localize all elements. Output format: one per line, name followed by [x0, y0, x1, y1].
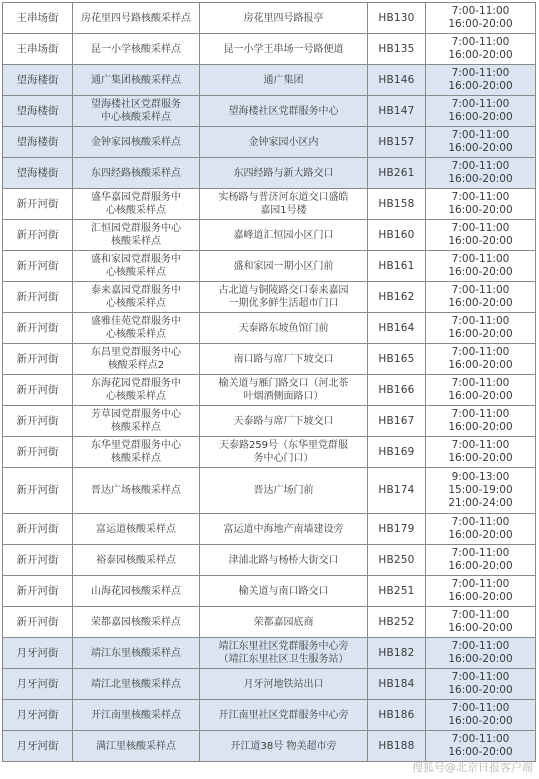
site-code-cell: HB157 [368, 127, 426, 158]
site-name-cell: 富运道核酸采样点 [73, 514, 200, 545]
hours-cell: 7:00-11:00 16:00-20:00 [426, 65, 536, 96]
street-cell: 新开河街 [3, 607, 73, 638]
address-cell: 月牙河地铁站出口 [200, 669, 368, 700]
hours-cell: 7:00-11:00 16:00-20:00 [426, 607, 536, 638]
street-cell: 望海楼街 [3, 127, 73, 158]
address-cell: 天泰路与席厂下坡交口 [200, 406, 368, 437]
street-cell: 月牙河街 [3, 700, 73, 731]
hours-cell: 7:00-11:00 16:00-20:00 [426, 375, 536, 406]
site-name-cell: 盛华嘉园党群服务中 心核酸采样点 [73, 189, 200, 220]
street-cell: 新开河街 [3, 406, 73, 437]
address-cell: 榆关道与南口路交口 [200, 576, 368, 607]
table-row [3, 545, 536, 576]
hours-cell: 7:00-11:00 16:00-20:00 [426, 158, 536, 189]
hours-cell: 7:00-11:00 16:00-20:00 [426, 220, 536, 251]
street-cell: 新开河街 [3, 313, 73, 344]
site-code-cell: HB167 [368, 406, 426, 437]
address-cell: 古北道与铜陵路交口泰来嘉园 一期优多鲜生活超市门口 [200, 282, 368, 313]
street-cell: 新开河街 [3, 220, 73, 251]
site-code-cell: HB252 [368, 607, 426, 638]
table-row [3, 638, 536, 669]
table-row [3, 514, 536, 545]
hours-cell: 7:00-11:00 16:00-20:00 [426, 700, 536, 731]
table-row [3, 344, 536, 375]
site-code-cell: HB161 [368, 251, 426, 282]
table-row [3, 158, 536, 189]
address-cell: 开江南里社区党群服务中心旁 [200, 700, 368, 731]
sampling-sites-table [2, 2, 536, 762]
hours-cell: 7:00-11:00 16:00-20:00 [426, 127, 536, 158]
site-name-cell: 晋达广场核酸采样点 [73, 468, 200, 514]
site-name-cell: 靖江北里核酸采样点 [73, 669, 200, 700]
street-cell: 新开河街 [3, 282, 73, 313]
table-row [3, 34, 536, 65]
address-cell: 荣都嘉园底商 [200, 607, 368, 638]
street-cell: 新开河街 [3, 576, 73, 607]
site-name-cell: 开江南里核酸采样点 [73, 700, 200, 731]
site-name-cell: 昆一小学核酸采样点 [73, 34, 200, 65]
site-name-cell: 东四经路核酸采样点 [73, 158, 200, 189]
site-code-cell: HB184 [368, 669, 426, 700]
table-row [3, 700, 536, 731]
table-body [3, 3, 536, 762]
table-row [3, 313, 536, 344]
site-code-cell: HB182 [368, 638, 426, 669]
site-name-cell: 东昌里党群服务中心 核酸采样点2 [73, 344, 200, 375]
street-cell: 新开河街 [3, 375, 73, 406]
table-row [3, 576, 536, 607]
street-cell: 望海楼街 [3, 158, 73, 189]
address-cell: 盛和家园一期小区门前 [200, 251, 368, 282]
hours-cell: 7:00-11:00 16:00-20:00 [426, 344, 536, 375]
site-code-cell: HB174 [368, 468, 426, 514]
site-code-cell: HB251 [368, 576, 426, 607]
table-row [3, 406, 536, 437]
address-cell: 望海楼社区党群服务中心 [200, 96, 368, 127]
address-cell: 嘉峰道汇恒园小区门口 [200, 220, 368, 251]
site-code-cell: HB158 [368, 189, 426, 220]
site-code-cell: HB164 [368, 313, 426, 344]
hours-cell: 7:00-11:00 16:00-20:00 [426, 34, 536, 65]
site-code-cell: HB261 [368, 158, 426, 189]
street-cell: 新开河街 [3, 437, 73, 468]
hours-cell: 7:00-11:00 16:00-20:00 [426, 96, 536, 127]
address-cell: 开江道38号 物美超市旁 [200, 731, 368, 762]
site-name-cell: 通广集团核酸采样点 [73, 65, 200, 96]
hours-cell: 7:00-11:00 16:00-20:00 [426, 638, 536, 669]
hours-cell: 7:00-11:00 16:00-20:00 [426, 669, 536, 700]
street-cell: 月牙河街 [3, 731, 73, 762]
table-row [3, 65, 536, 96]
hours-cell: 7:00-11:00 16:00-20:00 [426, 282, 536, 313]
hours-cell: 7:00-11:00 16:00-20:00 [426, 189, 536, 220]
site-name-cell: 金钟家园核酸采样点 [73, 127, 200, 158]
site-code-cell: HB250 [368, 545, 426, 576]
site-name-cell: 荣都嘉园核酸采样点 [73, 607, 200, 638]
street-cell: 月牙河街 [3, 638, 73, 669]
table-row [3, 669, 536, 700]
table-row [3, 282, 536, 313]
site-code-cell: HB186 [368, 700, 426, 731]
site-name-cell: 盛和家园党群服务中 心核酸采样点 [73, 251, 200, 282]
site-code-cell: HB169 [368, 437, 426, 468]
hours-cell: 7:00-11:00 16:00-20:00 [426, 3, 536, 34]
site-code-cell: HB147 [368, 96, 426, 127]
hours-cell: 7:00-11:00 16:00-20:00 [426, 313, 536, 344]
site-code-cell: HB179 [368, 514, 426, 545]
street-cell: 新开河街 [3, 189, 73, 220]
table-row [3, 220, 536, 251]
site-code-cell: HB166 [368, 375, 426, 406]
table-row [3, 607, 536, 638]
address-cell: 靖江东里社区党群服务中心旁 （靖江东里社区卫生服务站） [200, 638, 368, 669]
hours-cell: 7:00-11:00 16:00-20:00 [426, 576, 536, 607]
table-row [3, 96, 536, 127]
site-name-cell: 泰来嘉园党群服务中 心核酸采样点 [73, 282, 200, 313]
site-name-cell: 东海花园党群服务中 心核酸采样点 [73, 375, 200, 406]
address-cell: 富运道中海地产南墙建设旁 [200, 514, 368, 545]
site-name-cell: 东华里党群服务中心 核酸采样点 [73, 437, 200, 468]
street-cell: 新开河街 [3, 545, 73, 576]
address-cell: 榆关道与雁门路交口（河北茶 叶烟酒侧面路口） [200, 375, 368, 406]
address-cell: 天泰路东坡鱼馆门前 [200, 313, 368, 344]
hours-cell: 7:00-11:00 16:00-20:00 [426, 437, 536, 468]
site-name-cell: 盛雅佳苑党群服务中 心核酸采样点 [73, 313, 200, 344]
address-cell: 东四经路与新大路交口 [200, 158, 368, 189]
street-cell: 新开河街 [3, 468, 73, 514]
site-code-cell: HB162 [368, 282, 426, 313]
street-cell: 新开河街 [3, 251, 73, 282]
site-name-cell: 满江里核酸采样点 [73, 731, 200, 762]
street-cell: 王串场街 [3, 34, 73, 65]
site-code-cell: HB135 [368, 34, 426, 65]
address-cell: 津浦北路与杨桥大街交口 [200, 545, 368, 576]
site-name-cell: 裕泰园核酸采样点 [73, 545, 200, 576]
table-row [3, 251, 536, 282]
address-cell: 通广集团 [200, 65, 368, 96]
hours-cell: 7:00-11:00 16:00-20:00 [426, 514, 536, 545]
table-row [3, 468, 536, 514]
street-cell: 月牙河街 [3, 669, 73, 700]
address-cell: 昆一小学王串场一号路便道 [200, 34, 368, 65]
site-name-cell: 汇恒园党群服务中心 核酸采样点 [73, 220, 200, 251]
site-code-cell: HB188 [368, 731, 426, 762]
hours-cell: 7:00-11:00 16:00-20:00 [426, 251, 536, 282]
watermark: 搜狐号@北京日报客户端 [412, 761, 533, 774]
address-cell: 南口路与席厂下坡交口 [200, 344, 368, 375]
street-cell: 王串场街 [3, 3, 73, 34]
hours-cell: 7:00-11:00 16:00-20:00 [426, 545, 536, 576]
address-cell: 实杨路与普济河东道交口盛皓 嘉园1号楼 [200, 189, 368, 220]
street-cell: 新开河街 [3, 514, 73, 545]
site-code-cell: HB130 [368, 3, 426, 34]
table-row [3, 3, 536, 34]
hours-cell: 7:00-11:00 16:00-20:00 [426, 406, 536, 437]
site-name-cell: 芳草园党群服务中心 核酸采样点 [73, 406, 200, 437]
hours-cell: 9:00-13:00 15:00-19:00 21:00-24:00 [426, 468, 536, 514]
site-name-cell: 房花里四号路核酸采样点 [73, 3, 200, 34]
table-row [3, 731, 536, 762]
table-row [3, 189, 536, 220]
hours-cell: 7:00-11:00 16:00-20:00 [426, 731, 536, 762]
site-name-cell: 山海花园核酸采样点 [73, 576, 200, 607]
site-code-cell: HB160 [368, 220, 426, 251]
street-cell: 新开河街 [3, 344, 73, 375]
address-cell: 晋达广场门前 [200, 468, 368, 514]
address-cell: 天泰路259号（东华里党群服 务中心门口） [200, 437, 368, 468]
street-cell: 望海楼街 [3, 96, 73, 127]
site-name-cell: 望海楼社区党群服务 中心核酸采样点 [73, 96, 200, 127]
street-cell: 望海楼街 [3, 65, 73, 96]
table-row [3, 437, 536, 468]
table-row [3, 127, 536, 158]
site-code-cell: HB165 [368, 344, 426, 375]
address-cell: 金钟家园小区内 [200, 127, 368, 158]
address-cell: 房花里四号路报亭 [200, 3, 368, 34]
site-name-cell: 靖江东里核酸采样点 [73, 638, 200, 669]
table-row [3, 375, 536, 406]
site-code-cell: HB146 [368, 65, 426, 96]
